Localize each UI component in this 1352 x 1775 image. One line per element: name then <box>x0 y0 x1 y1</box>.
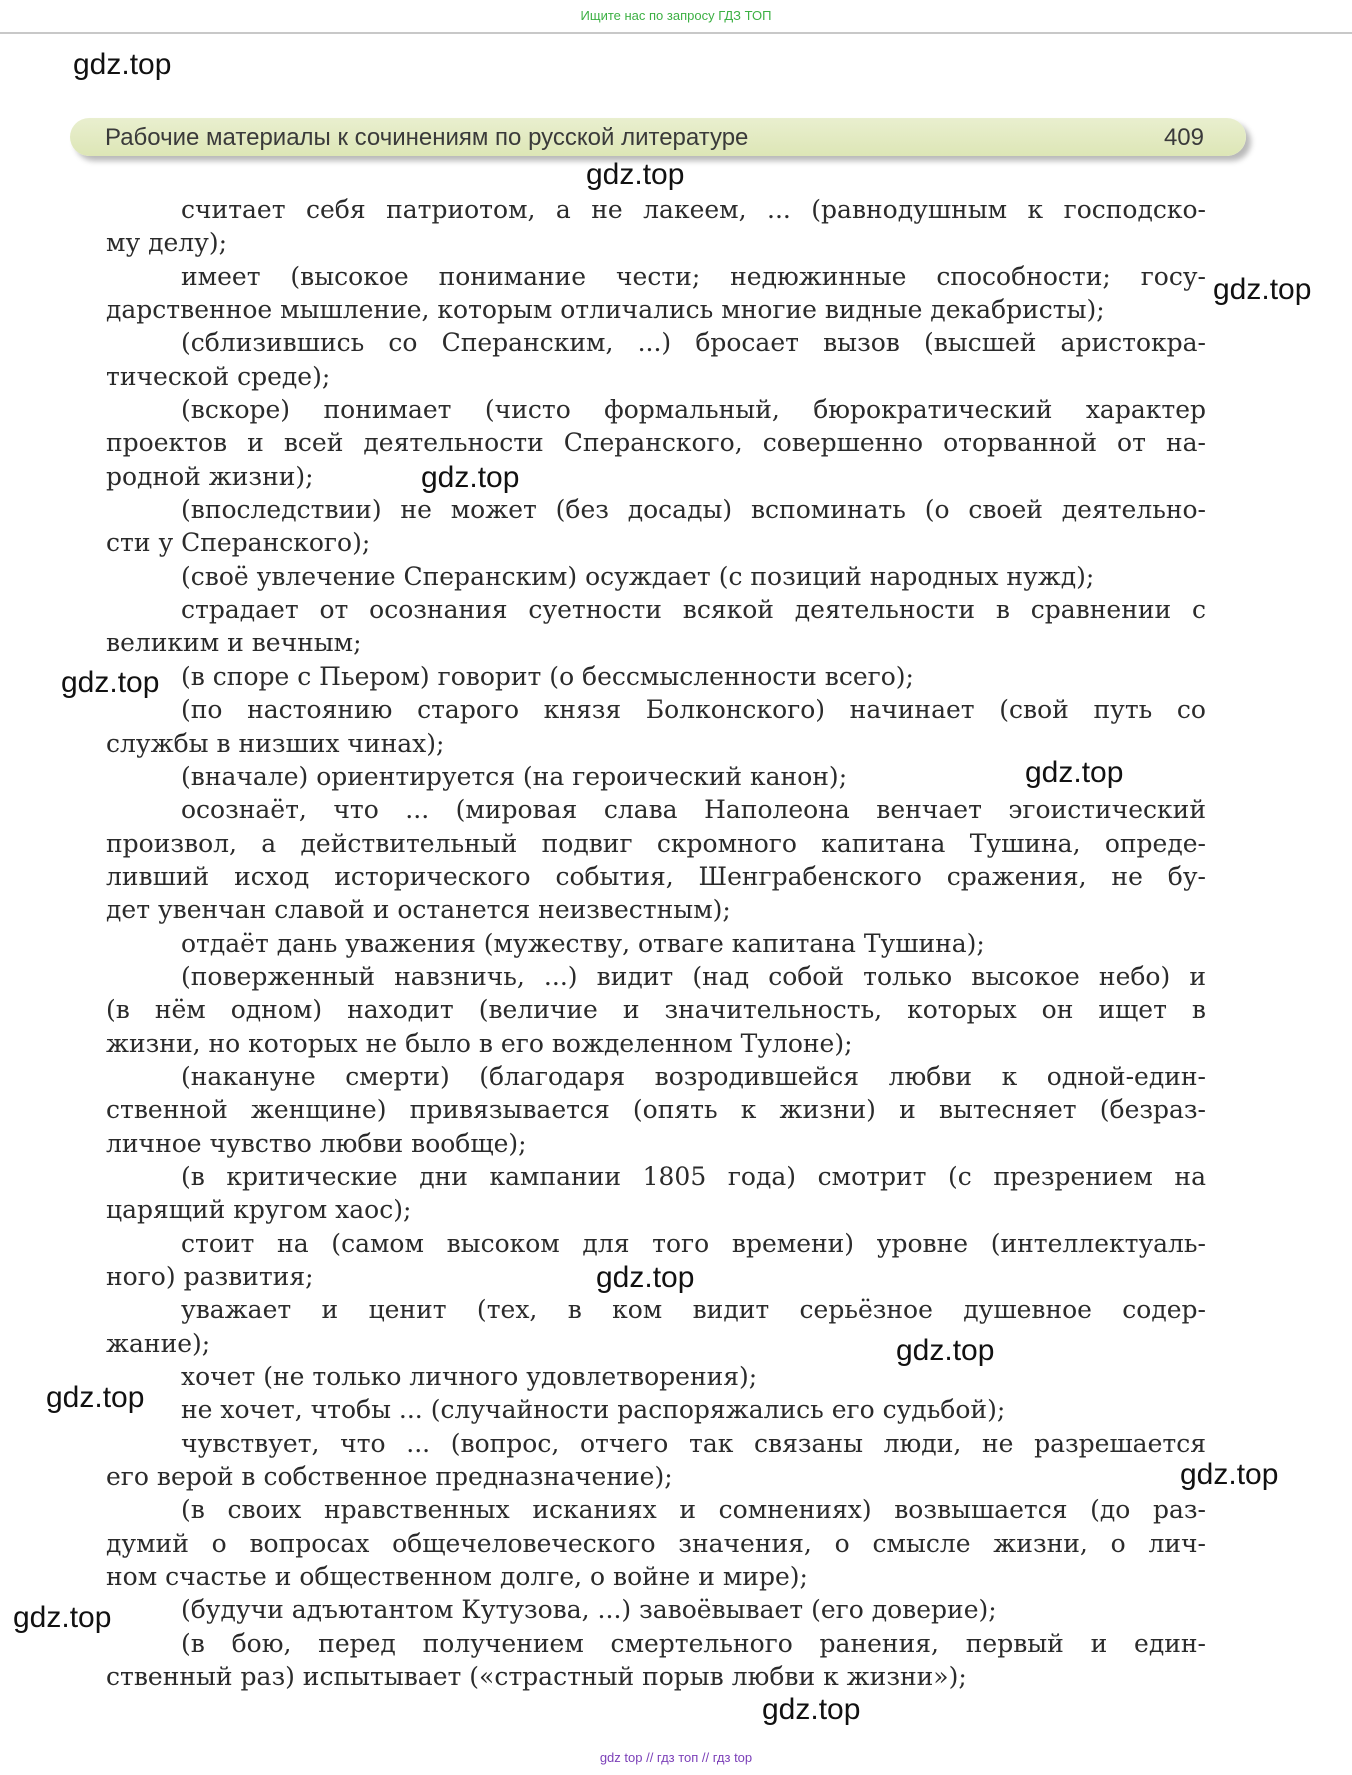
header-title: Рабочие материалы к сочинениям по русской литературе <box>105 124 749 151</box>
watermark: gdz.top <box>46 1381 145 1414</box>
text-line: (сблизившись со Сперанским, ...) бросает вызов (высшей аристокра- <box>181 328 1206 358</box>
text-line: дет увенчан славой и останется неизвестным); <box>106 895 731 925</box>
text-line: (впоследствии) не может (без досады) вспоминать (о своей деятельно- <box>181 495 1206 525</box>
text-line: произвол, а действительный подвиг скромного капитана Тушина, опреде- <box>106 828 1206 858</box>
text-line: личное чувство любви вообще); <box>106 1128 527 1158</box>
text-line: (в своих нравственных исканиях и сомнениях) возвышается (до раз- <box>181 1495 1206 1525</box>
text-line: дарственное мышление, которым отличались многие видные декабристы); <box>106 295 1105 325</box>
watermark: gdz.top <box>421 461 520 494</box>
footer: gdz top // гдз топ // гдз top <box>599 1750 753 1765</box>
text-line: (в критические дни кампании 1805 года) смотрит (с презрением на <box>181 1161 1206 1191</box>
text-line: тической среде); <box>106 361 331 391</box>
text-line: жание); <box>106 1328 211 1358</box>
text-line: ственный раз) испытывает («страстный порыв любви к жизни»); <box>106 1662 967 1692</box>
text-line: осознаёт, что ... (мировая слава Наполеона венчает эгоистический <box>181 795 1206 825</box>
body-text <box>106 193 1206 1693</box>
watermark: gdz.top <box>1025 756 1124 789</box>
top-banner <box>0 0 1352 34</box>
page-header <box>70 118 1246 156</box>
watermark: gdz.top <box>73 48 172 81</box>
text-line: отдаёт дань уважения (мужеству, отваге капитана Тушина); <box>181 928 985 958</box>
watermark: gdz.top <box>1213 273 1312 306</box>
text-line: считает себя патриотом, а не лакеем, ... (равнодушным к господско- <box>181 195 1206 224</box>
top-banner-text: Ищите нас по запросу ГДЗ ТОП <box>580 8 772 23</box>
text-line: (накануне смерти) (благодаря возродившейся любви к одной-един- <box>181 1061 1206 1091</box>
text-line: ственной женщине) привязывается (опять к жизни) и вытесняет (безраз- <box>106 1095 1206 1125</box>
text-line: ного) развития; <box>106 1262 314 1291</box>
text-line: не хочет, чтобы ... (случайности распоряжались его судьбой); <box>181 1395 1006 1425</box>
text-line: великим и вечным; <box>106 628 362 658</box>
text-line: (будучи адъютантом Кутузова, ...) завоёвывает (его доверие); <box>181 1595 997 1625</box>
text-line: (поверженный навзничь, ...) видит (над собой только высокое небо) и <box>181 961 1206 991</box>
text-line: (в бою, перед получением смертельного ранения, первый и един- <box>181 1628 1206 1658</box>
text-line: (в нём одном) находит (величие и значительность, которых он ищет в <box>106 995 1206 1025</box>
text-line: (вскоре) понимает (чисто формальный, бюрократический характер <box>181 395 1206 425</box>
text-line: царящий кругом хаос); <box>106 1195 412 1225</box>
text-line: родной жизни); <box>106 461 314 491</box>
text-line: стоит на (самом высоком для того времени) уровне (интеллектуаль- <box>181 1228 1206 1258</box>
text-line: му делу); <box>106 228 228 258</box>
watermark: gdz.top <box>762 1693 861 1726</box>
watermark: gdz.top <box>896 1334 995 1367</box>
text-line: имеет (высокое понимание чести; недюжинные способности; госу- <box>181 261 1206 291</box>
text-line: (вначале) ориентируется (на героический канон); <box>181 761 848 791</box>
text-line: думий о вопросах общечеловеческого значения, о смысле жизни, о лич- <box>106 1528 1206 1558</box>
text-line: (своё увлечение Сперанским) осуждает (с позиций народных нужд); <box>181 561 1095 591</box>
text-line: уважает и ценит (тех, в ком видит серьёзное душевное содер- <box>181 1295 1206 1325</box>
text-line: (по настоянию старого князя Болконского) начинает (свой путь со <box>181 695 1206 725</box>
text-line: ном счастье и общественном долге, о войне и мире); <box>106 1562 808 1592</box>
text-line: чувствует, что ... (вопрос, отчего так связаны люди, не разрешается <box>181 1428 1206 1458</box>
text-line: страдает от осознания суетности всякой деятельности в сравнении с <box>181 595 1206 625</box>
watermark: gdz.top <box>61 666 160 699</box>
watermark: gdz.top <box>596 1261 695 1294</box>
text-line: (в споре с Пьером) говорит (о бессмысленности всего); <box>181 661 914 691</box>
watermark: gdz.top <box>1180 1458 1279 1491</box>
watermark: gdz.top <box>13 1601 112 1634</box>
text-line: службы в низших чинах); <box>106 728 445 758</box>
text-line: проектов и всей деятельности Сперанского, совершенно оторванной от на- <box>106 428 1206 458</box>
watermark: gdz.top <box>586 158 685 191</box>
text-line: хочет (не только личного удовлетворения); <box>181 1362 758 1392</box>
text-line: сти у Сперанского); <box>106 528 371 558</box>
text-line: жизни, но которых не было в его вожделенном Тулоне); <box>106 1028 853 1058</box>
page-number: 409 <box>1163 124 1204 151</box>
text-line: ливший исход исторического события, Шенграбенского сражения, не бу- <box>106 861 1206 891</box>
text-line: его верой в собственное предназначение); <box>106 1462 673 1492</box>
